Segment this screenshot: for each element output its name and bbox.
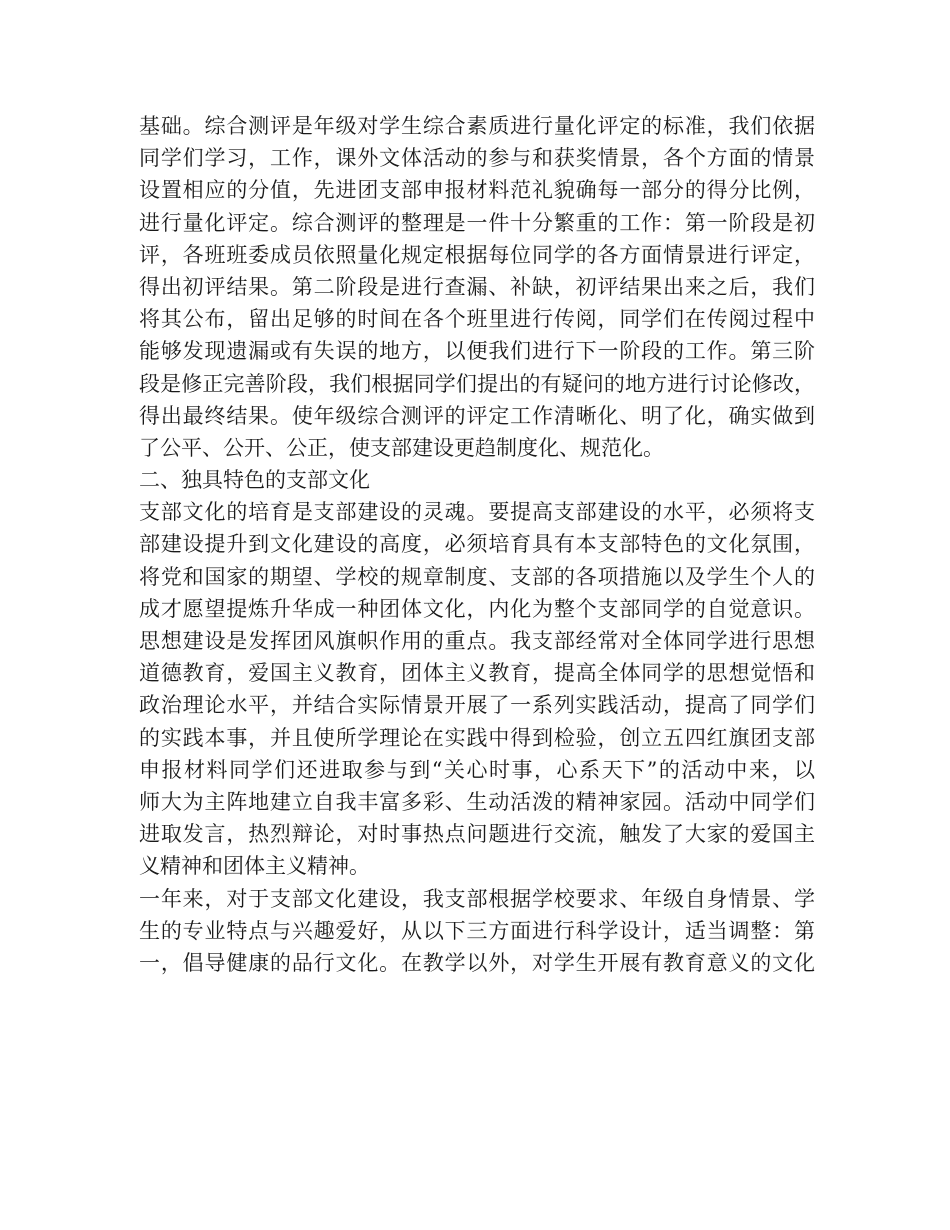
text-line: 将党和国家的期望、学校的规章制度、支部的各项措施以及学生个人的 [139,564,815,589]
text-line: 一，倡导健康的品行文化。在教学以外，对学生开展有教育意义的文化 [139,950,815,975]
text-line: 基础。综合测评是年级对学生综合素质进行量化评定的标准，我们依据 [139,114,815,138]
text-line: 师大为主阵地建立自我丰富多彩、生动活泼的精神家园。活动中同学们 [139,789,815,814]
paragraph-end-line: 义精神和团体主义精神。 [139,854,370,879]
text-line: 评，各班班委成员依照量化规定根据每位同学的各方面情景进行评定， [139,242,815,267]
paragraph-end-line: 了公平、公开、公正，使支部建设更趋制度化、规范化。 [139,435,664,460]
text-line: 的实践本事，并且使所学理论在实践中得到检验，创立五四红旗团支部 [139,725,815,750]
text-line: 生的专业特点与兴趣爱好，从以下三方面进行科学设计，适当调整：第 [139,918,815,943]
text-line: 成才愿望提炼升华成一种团体文化，内化为整个支部同学的自觉意识。 [139,596,815,621]
text-line: 支部文化的培育是支部建设的灵魂。要提高支部建设的水平，必须将支 [139,500,815,525]
text-line: 得出初评结果。第二阶段是进行查漏、补缺，初评结果出来之后，我们 [139,274,815,299]
text-line: 进取发言，热烈辩论，对时事热点问题进行交流，触发了大家的爱国主 [139,822,815,847]
text-line: 部建设提升到文化建设的高度，必须培育具有本支部特色的文化氛围， [139,532,815,557]
text-line: 一年来，对于支部文化建设，我支部根据学校要求、年级自身情景、学 [139,886,815,911]
text-line: 申报材料同学们还进取参与到“关心时事，心系天下”的活动中来，以 [139,757,815,782]
text-line: 段是修正完善阶段，我们根据同学们提出的有疑问的地方进行讨论修改， [139,371,815,396]
text-line: 道德教育，爱国主义教育，团体主义教育，提高全体同学的思想觉悟和 [139,661,815,686]
text-line: 设置相应的分值，先进团支部申报材料范礼貌确每一部分的得分比例， [139,178,815,203]
text-line: 思想建设是发挥团风旗帜作用的重点。我支部经常对全体同学进行思想 [139,629,815,653]
text-line: 将其公布，留出足够的时间在各个班里进行传阅，同学们在传阅过程中 [139,307,815,332]
document-body [139,110,815,979]
text-line: 同学们学习，工作，课外文体活动的参与和获奖情景，各个方面的情景 [139,146,815,171]
text-line: 能够发现遗漏或有失误的地方，以便我们进行下一阶段的工作。第三阶 [139,339,815,364]
text-line: 政治理论水平，并结合实际情景开展了一系列实践活动，提高了同学们 [139,693,815,718]
text-line: 进行量化评定。综合测评的整理是一件十分繁重的工作：第一阶段是初 [139,210,815,235]
section-heading: 二、独具特色的支部文化 [139,468,370,493]
text-line: 得出最终结果。使年级综合测评的评定工作清晰化、明了化，确实做到 [139,403,815,428]
